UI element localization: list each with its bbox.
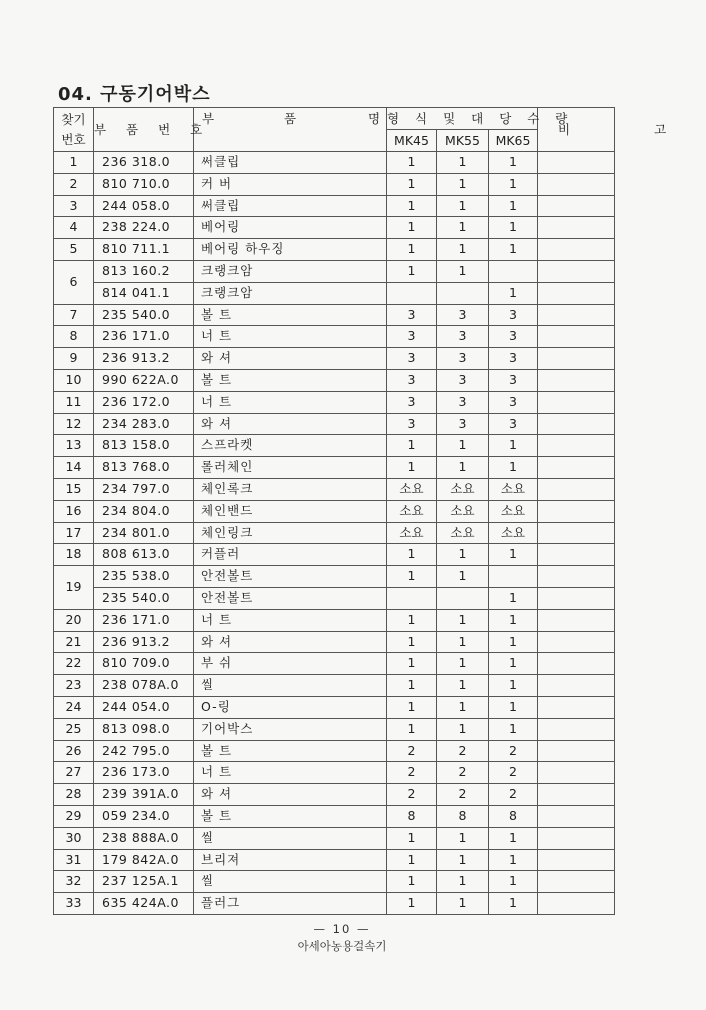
header-find-number-line2: 번호 xyxy=(61,131,86,147)
qty-mk55-cell: 1 xyxy=(437,718,489,740)
table-row xyxy=(54,653,615,675)
qty-mk55-cell: 1 xyxy=(437,696,489,718)
qty-mk65-cell: 2 xyxy=(489,784,538,806)
find-number-cell: 16 xyxy=(54,500,94,522)
part-name-cell: 체인록크 xyxy=(194,478,387,500)
part-number-cell: 242 795.0 xyxy=(94,740,194,762)
section-title: 04. 구동기어박스 xyxy=(58,84,211,105)
qty-mk65-cell: 1 xyxy=(489,435,538,457)
table-row xyxy=(54,217,615,239)
table-row xyxy=(54,348,615,370)
table-row xyxy=(54,391,615,413)
header-model-mk55: MK55 xyxy=(437,130,489,152)
part-name-cell: 브리져 xyxy=(194,849,387,871)
note-cell xyxy=(538,740,615,762)
note-cell xyxy=(538,631,615,653)
qty-mk45-cell: 3 xyxy=(387,391,437,413)
qty-mk45-cell: 소요 xyxy=(387,500,437,522)
part-number-cell: 810 711.1 xyxy=(94,239,194,261)
find-number-cell: 14 xyxy=(54,457,94,479)
qty-mk65-cell: 1 xyxy=(489,631,538,653)
find-number-cell: 2 xyxy=(54,173,94,195)
qty-mk45-cell: 3 xyxy=(387,326,437,348)
qty-mk65-cell: 1 xyxy=(489,282,538,304)
note-cell xyxy=(538,566,615,588)
qty-mk55-cell: 3 xyxy=(437,304,489,326)
qty-mk45-cell: 1 xyxy=(387,566,437,588)
part-name-cell: 너 트 xyxy=(194,326,387,348)
qty-mk55-cell xyxy=(437,587,489,609)
note-cell xyxy=(538,675,615,697)
qty-mk45-cell xyxy=(387,282,437,304)
note-cell xyxy=(538,544,615,566)
qty-mk55-cell: 1 xyxy=(437,152,489,174)
note-cell xyxy=(538,893,615,915)
table-row xyxy=(54,413,615,435)
qty-mk55-cell: 1 xyxy=(437,457,489,479)
find-number-cell: 28 xyxy=(54,784,94,806)
qty-mk55-cell: 1 xyxy=(437,239,489,261)
table-row xyxy=(54,849,615,871)
part-number-cell: 813 768.0 xyxy=(94,457,194,479)
part-number-cell: 244 058.0 xyxy=(94,195,194,217)
find-number-cell: 1 xyxy=(54,152,94,174)
part-number-cell: 813 098.0 xyxy=(94,718,194,740)
header-part-name-char3: 명 xyxy=(368,111,381,126)
part-name-cell: 크랭크암 xyxy=(194,282,387,304)
part-number-cell: 238 224.0 xyxy=(94,217,194,239)
qty-mk55-cell: 8 xyxy=(437,805,489,827)
table-row xyxy=(54,805,615,827)
find-number-cell: 29 xyxy=(54,805,94,827)
part-name-cell: 와 셔 xyxy=(194,631,387,653)
table-row xyxy=(54,326,615,348)
find-number-cell: 25 xyxy=(54,718,94,740)
table-row xyxy=(54,587,615,609)
qty-mk45-cell: 소요 xyxy=(387,478,437,500)
qty-mk45-cell: 3 xyxy=(387,348,437,370)
page-number: — 10 — xyxy=(313,922,371,936)
find-number-cell: 32 xyxy=(54,871,94,893)
qty-mk65-cell: 1 xyxy=(489,718,538,740)
table-row xyxy=(54,304,615,326)
qty-mk65-cell: 1 xyxy=(489,152,538,174)
note-cell xyxy=(538,500,615,522)
header-model-mk65: MK65 xyxy=(489,130,538,152)
qty-mk55-cell: 2 xyxy=(437,784,489,806)
note-cell xyxy=(538,391,615,413)
publisher-name: 아세아농용걸속기 xyxy=(297,939,387,953)
part-name-cell: 커 버 xyxy=(194,173,387,195)
note-cell xyxy=(538,827,615,849)
note-cell xyxy=(538,173,615,195)
table-row xyxy=(54,740,615,762)
qty-mk65-cell: 8 xyxy=(489,805,538,827)
part-name-cell: 너 트 xyxy=(194,391,387,413)
find-number-cell: 4 xyxy=(54,217,94,239)
note-cell xyxy=(538,849,615,871)
find-number-cell: 5 xyxy=(54,239,94,261)
qty-mk55-cell: 1 xyxy=(437,260,489,282)
table-row xyxy=(54,718,615,740)
parts-table xyxy=(53,107,706,915)
part-name-cell: 커플러 xyxy=(194,544,387,566)
qty-mk65-cell: 3 xyxy=(489,391,538,413)
part-name-cell: 씰 xyxy=(194,675,387,697)
part-name-cell: 씰 xyxy=(194,827,387,849)
note-cell xyxy=(538,718,615,740)
part-number-cell: 234 797.0 xyxy=(94,478,194,500)
qty-mk55-cell: 1 xyxy=(437,609,489,631)
part-name-cell: 와 셔 xyxy=(194,784,387,806)
qty-mk55-cell: 1 xyxy=(437,827,489,849)
table-row xyxy=(54,152,615,174)
qty-mk45-cell: 2 xyxy=(387,784,437,806)
table-row xyxy=(54,522,615,544)
qty-mk45-cell: 1 xyxy=(387,675,437,697)
part-number-cell: 239 391A.0 xyxy=(94,784,194,806)
note-cell xyxy=(538,653,615,675)
note-cell xyxy=(538,522,615,544)
find-number-cell: 9 xyxy=(54,348,94,370)
note-cell xyxy=(538,282,615,304)
find-number-cell: 17 xyxy=(54,522,94,544)
table-row xyxy=(54,609,615,631)
qty-mk65-cell: 소요 xyxy=(489,522,538,544)
part-number-cell: 990 622A.0 xyxy=(94,369,194,391)
part-name-cell: 볼 트 xyxy=(194,304,387,326)
table-row xyxy=(54,282,615,304)
part-name-cell: 안전볼트 xyxy=(194,587,387,609)
table-row xyxy=(54,893,615,915)
qty-mk45-cell: 1 xyxy=(387,457,437,479)
part-number-cell: 236 173.0 xyxy=(94,762,194,784)
qty-mk65-cell: 1 xyxy=(489,173,538,195)
find-number-cell: 10 xyxy=(54,369,94,391)
note-cell xyxy=(538,413,615,435)
header-find-number xyxy=(54,108,94,152)
find-number-cell: 20 xyxy=(54,609,94,631)
qty-mk45-cell: 1 xyxy=(387,696,437,718)
header-model-mk45: MK45 xyxy=(387,130,437,152)
qty-mk55-cell: 1 xyxy=(437,675,489,697)
find-number-cell: 31 xyxy=(54,849,94,871)
part-number-cell: 810 709.0 xyxy=(94,653,194,675)
table-row xyxy=(54,260,615,282)
part-number-cell: 236 171.0 xyxy=(94,326,194,348)
part-name-cell: 씰 xyxy=(194,871,387,893)
qty-mk55-cell: 소요 xyxy=(437,522,489,544)
qty-mk65-cell: 2 xyxy=(489,740,538,762)
qty-mk55-cell: 3 xyxy=(437,391,489,413)
qty-mk65-cell: 소요 xyxy=(489,478,538,500)
find-number-cell: 33 xyxy=(54,893,94,915)
qty-mk55-cell: 1 xyxy=(437,653,489,675)
qty-mk55-cell: 3 xyxy=(437,348,489,370)
find-number-cell: 30 xyxy=(54,827,94,849)
find-number-cell: 11 xyxy=(54,391,94,413)
qty-mk55-cell: 1 xyxy=(437,566,489,588)
qty-mk45-cell: 1 xyxy=(387,718,437,740)
qty-mk45-cell xyxy=(387,587,437,609)
find-number-cell: 23 xyxy=(54,675,94,697)
find-number-cell: 19 xyxy=(54,566,94,610)
part-number-cell: 238 888A.0 xyxy=(94,827,194,849)
note-cell xyxy=(538,152,615,174)
qty-mk55-cell: 3 xyxy=(437,413,489,435)
part-number-cell: 808 613.0 xyxy=(94,544,194,566)
part-number-cell: 635 424A.0 xyxy=(94,893,194,915)
qty-mk55-cell: 1 xyxy=(437,849,489,871)
note-cell xyxy=(538,696,615,718)
note-cell xyxy=(538,435,615,457)
qty-mk45-cell: 1 xyxy=(387,195,437,217)
part-name-cell: 너 트 xyxy=(194,762,387,784)
qty-mk45-cell: 1 xyxy=(387,152,437,174)
part-name-cell: 베어링 하우징 xyxy=(194,239,387,261)
part-number-cell: 059 234.0 xyxy=(94,805,194,827)
table-row xyxy=(54,631,615,653)
header-part-number: 부 품 번 호 xyxy=(94,108,194,152)
table-row xyxy=(54,675,615,697)
qty-mk65-cell: 1 xyxy=(489,653,538,675)
part-name-cell: 체인밴드 xyxy=(194,500,387,522)
part-number-cell: 236 913.2 xyxy=(94,631,194,653)
part-name-cell: 볼 트 xyxy=(194,740,387,762)
part-number-cell: 813 160.2 xyxy=(94,260,194,282)
part-name-cell: 베어링 xyxy=(194,217,387,239)
note-cell xyxy=(538,871,615,893)
find-number-cell: 27 xyxy=(54,762,94,784)
qty-mk65-cell: 3 xyxy=(489,326,538,348)
qty-mk45-cell: 1 xyxy=(387,893,437,915)
part-number-cell: 236 171.0 xyxy=(94,609,194,631)
note-cell xyxy=(538,239,615,261)
part-name-cell: O-링 xyxy=(194,696,387,718)
part-name-cell: 부 쉬 xyxy=(194,653,387,675)
qty-mk45-cell: 2 xyxy=(387,740,437,762)
find-number-cell: 15 xyxy=(54,478,94,500)
note-cell xyxy=(538,784,615,806)
qty-mk65-cell: 1 xyxy=(489,849,538,871)
qty-mk55-cell: 3 xyxy=(437,369,489,391)
part-number-cell: 234 283.0 xyxy=(94,413,194,435)
header-find-number-line1: 찾기 xyxy=(61,111,86,127)
part-name-cell: 안전볼트 xyxy=(194,566,387,588)
qty-mk65-cell: 3 xyxy=(489,348,538,370)
table-row xyxy=(54,369,615,391)
part-number-cell: 236 913.2 xyxy=(94,348,194,370)
qty-mk45-cell: 1 xyxy=(387,260,437,282)
qty-mk65-cell: 2 xyxy=(489,762,538,784)
part-number-cell: 237 125A.1 xyxy=(94,871,194,893)
qty-mk45-cell: 1 xyxy=(387,871,437,893)
qty-mk55-cell: 1 xyxy=(437,173,489,195)
qty-mk45-cell: 2 xyxy=(387,762,437,784)
note-cell xyxy=(538,478,615,500)
table-row xyxy=(54,195,615,217)
part-number-cell: 814 041.1 xyxy=(94,282,194,304)
qty-mk65-cell: 1 xyxy=(489,457,538,479)
qty-mk45-cell: 1 xyxy=(387,239,437,261)
qty-mk55-cell xyxy=(437,282,489,304)
qty-mk55-cell: 1 xyxy=(437,544,489,566)
qty-mk65-cell: 1 xyxy=(489,544,538,566)
qty-mk65-cell xyxy=(489,260,538,282)
qty-mk65-cell: 1 xyxy=(489,609,538,631)
qty-mk65-cell: 1 xyxy=(489,239,538,261)
part-number-cell: 235 540.0 xyxy=(94,304,194,326)
qty-mk55-cell: 1 xyxy=(437,871,489,893)
part-number-cell: 236 172.0 xyxy=(94,391,194,413)
find-number-cell: 13 xyxy=(54,435,94,457)
part-name-cell: 써클립 xyxy=(194,152,387,174)
qty-mk65-cell: 1 xyxy=(489,195,538,217)
find-number-cell: 22 xyxy=(54,653,94,675)
part-number-cell: 810 710.0 xyxy=(94,173,194,195)
qty-mk45-cell: 1 xyxy=(387,827,437,849)
qty-mk65-cell: 1 xyxy=(489,675,538,697)
qty-mk45-cell: 1 xyxy=(387,544,437,566)
qty-mk65-cell: 3 xyxy=(489,304,538,326)
part-name-cell: 기어박스 xyxy=(194,718,387,740)
find-number-cell: 26 xyxy=(54,740,94,762)
note-cell xyxy=(538,217,615,239)
table-row xyxy=(54,173,615,195)
part-number-cell: 236 318.0 xyxy=(94,152,194,174)
find-number-cell: 7 xyxy=(54,304,94,326)
part-name-cell: 너 트 xyxy=(194,609,387,631)
qty-mk65-cell: 1 xyxy=(489,871,538,893)
qty-mk65-cell: 3 xyxy=(489,369,538,391)
qty-mk65-cell: 1 xyxy=(489,827,538,849)
note-cell xyxy=(538,304,615,326)
qty-mk55-cell: 1 xyxy=(437,631,489,653)
table-row xyxy=(54,544,615,566)
table-row xyxy=(54,500,615,522)
part-number-cell: 235 538.0 xyxy=(94,566,194,588)
qty-mk55-cell: 소요 xyxy=(437,500,489,522)
table-row xyxy=(54,435,615,457)
table-row xyxy=(54,566,615,588)
qty-mk45-cell: 1 xyxy=(387,435,437,457)
note-cell xyxy=(538,457,615,479)
qty-mk55-cell: 1 xyxy=(437,893,489,915)
qty-mk45-cell: 1 xyxy=(387,173,437,195)
find-number-cell: 6 xyxy=(54,260,94,304)
table-row xyxy=(54,457,615,479)
header-part-name-char2: 품 xyxy=(284,111,297,126)
qty-mk45-cell: 1 xyxy=(387,653,437,675)
qty-mk45-cell: 1 xyxy=(387,609,437,631)
qty-mk45-cell: 3 xyxy=(387,369,437,391)
part-number-cell: 244 054.0 xyxy=(94,696,194,718)
find-number-cell: 8 xyxy=(54,326,94,348)
table-row xyxy=(54,871,615,893)
qty-mk45-cell: 1 xyxy=(387,631,437,653)
part-number-cell: 234 804.0 xyxy=(94,500,194,522)
qty-mk45-cell: 3 xyxy=(387,304,437,326)
part-name-cell: 체인링크 xyxy=(194,522,387,544)
qty-mk45-cell: 1 xyxy=(387,849,437,871)
qty-mk65-cell: 3 xyxy=(489,413,538,435)
qty-mk55-cell: 2 xyxy=(437,762,489,784)
qty-mk55-cell: 2 xyxy=(437,740,489,762)
find-number-cell: 24 xyxy=(54,696,94,718)
qty-mk55-cell: 1 xyxy=(437,217,489,239)
note-cell xyxy=(538,326,615,348)
note-cell xyxy=(538,195,615,217)
note-cell xyxy=(538,609,615,631)
part-name-cell: 와 셔 xyxy=(194,413,387,435)
find-number-cell: 21 xyxy=(54,631,94,653)
qty-mk55-cell: 소요 xyxy=(437,478,489,500)
note-cell xyxy=(538,348,615,370)
header-part-name-char1: 부 xyxy=(202,111,215,126)
qty-mk65-cell: 1 xyxy=(489,893,538,915)
find-number-cell: 3 xyxy=(54,195,94,217)
note-cell xyxy=(538,369,615,391)
part-number-cell: 813 158.0 xyxy=(94,435,194,457)
table-row xyxy=(54,827,615,849)
header-part-name xyxy=(194,108,387,152)
qty-mk55-cell: 3 xyxy=(437,326,489,348)
part-number-cell: 238 078A.0 xyxy=(94,675,194,697)
part-name-cell: 플러그 xyxy=(194,893,387,915)
qty-mk65-cell: 1 xyxy=(489,217,538,239)
part-name-cell: 볼 트 xyxy=(194,369,387,391)
part-number-cell: 234 801.0 xyxy=(94,522,194,544)
table-row xyxy=(54,696,615,718)
note-cell xyxy=(538,260,615,282)
part-name-cell: 와 셔 xyxy=(194,348,387,370)
part-name-cell: 롤러체인 xyxy=(194,457,387,479)
note-cell xyxy=(538,762,615,784)
table-row xyxy=(54,784,615,806)
table-row xyxy=(54,239,615,261)
qty-mk65-cell: 소요 xyxy=(489,500,538,522)
find-number-cell: 12 xyxy=(54,413,94,435)
qty-mk45-cell: 8 xyxy=(387,805,437,827)
find-number-cell: 18 xyxy=(54,544,94,566)
header-note: 비 고 xyxy=(538,108,615,152)
qty-mk55-cell: 1 xyxy=(437,195,489,217)
part-name-cell: 크랭크암 xyxy=(194,260,387,282)
part-name-cell: 볼 트 xyxy=(194,805,387,827)
part-number-cell: 179 842A.0 xyxy=(94,849,194,871)
parts-table-body xyxy=(54,152,615,915)
qty-mk55-cell: 1 xyxy=(437,435,489,457)
qty-mk45-cell: 3 xyxy=(387,413,437,435)
part-name-cell: 써클립 xyxy=(194,195,387,217)
header-format-quantity: 형 식 및 대 당 수 량 xyxy=(387,108,538,130)
table-row xyxy=(54,762,615,784)
note-cell xyxy=(538,587,615,609)
qty-mk65-cell: 1 xyxy=(489,587,538,609)
qty-mk65-cell: 1 xyxy=(489,696,538,718)
part-number-cell: 235 540.0 xyxy=(94,587,194,609)
table-row xyxy=(54,478,615,500)
qty-mk65-cell xyxy=(489,566,538,588)
qty-mk45-cell: 소요 xyxy=(387,522,437,544)
note-cell xyxy=(538,805,615,827)
part-name-cell: 스프라켓 xyxy=(194,435,387,457)
qty-mk45-cell: 1 xyxy=(387,217,437,239)
